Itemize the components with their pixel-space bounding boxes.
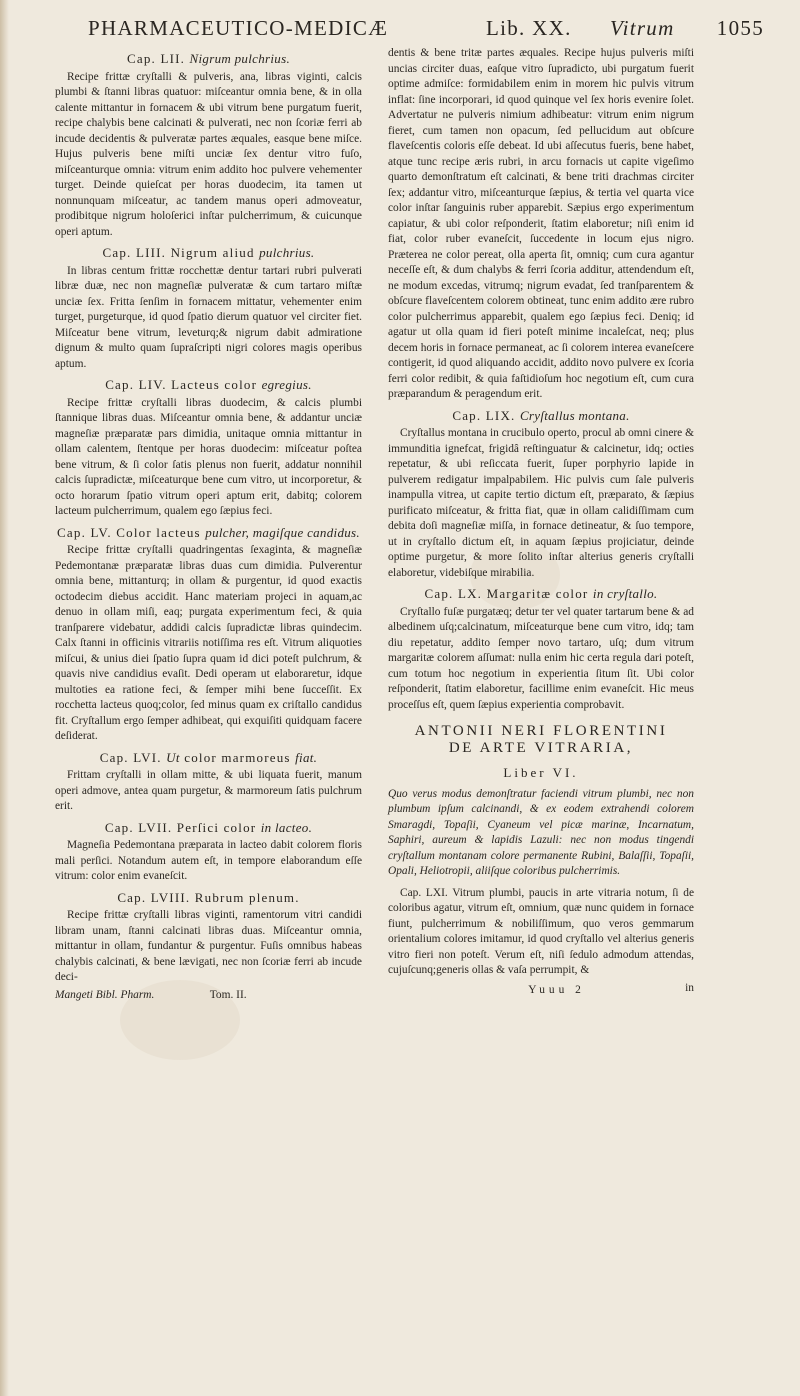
chapter-heading: Cap. LVIII. Rubrum plenum. [117, 889, 300, 905]
chapter-heading: Cap. LIII. Nigrum aliud pulchrius. [102, 245, 315, 260]
paragraph: Frittam cryſtalli in ollam mitte, & ubi liquata fuerit, manum operi admove, antea quam purgetur, & marmoreum ſatis pulchrum erit. [55, 769, 362, 812]
right-column [388, 46, 694, 998]
paragraph: dentis & bene tritæ partes æquales. Recipe hujus pulveris miſti uncias circiter duas, eaſque vitro ſupradicto, ubi purgatum fuerit optime admiſce: formidabilem enim in morem hic pulvis vitrum inflat: ſine incorporari, id quod quinque vel ſex horis evenire ſolet. Advertatur ne pulveris nimium adhibeatur: vitrum enim nigrum fieret, cum tamen non opacum, ſed pellucidum aut obſcure flaveſcentis coloris eſſe debeat. Id ubi aſſecutus fueris, bene habet, atque tunc recipe æris rubri, in arcu fornacis ut capite vigeſimo quarto demonſtratum eſt calcinati, & bene triti drachmas circiter ſex; addantur vitro, miſceanturque ſæpius, & tertia vel quarta vice color inſtar ſanguinis ruber apparebit. Sæpius ergo experimentum capiatur, & ubi color reſponderit, ſtatim elaboretur; niſi enim id fiat, color ruber evaneſcit, ſuccedente in locum ejus nigro. Præterea ne color pereat, olla aperta ſit, omniq; cum cura agantur neceſſe eſt, & dum chalybs & ferri ſcoria additur, attendendum eſt, ne modum excedas, vitrumq; nigrum evadat, ſed tranſparentem & obſcure flaveſcentem colorem obtineat, tunc enim addito ære rubro color pulcherrimus apparebit, qualem ego ſæpius feci. Deniq; id agatur ut olla quam id fieri poteſt minime incaleſcat, neq; plus decem horis in fornace permaneat, ac ſi colorem interea evaneſcere contigerit, id quod aliquando accidit, addito novo pulvere ex ſcoria ferri color redibit, & quia faſtidioſum hoc negotium eſt, cum cura præparandum & peragendum erit. [388, 47, 694, 400]
book-summary: Quo verus modus demonſtratur faciendi vitrum plumbi, nec non plumbum ipſum calcinandi, & ex eodem extrahendi colorem Smaragdi, Topaſii, Cyaneum vel picæ marinæ, Incarnatum, Saphiri, aureum & lapidis Lazuli: nec non modus tingendi cryſtallum montanam colore permanente Rubini, Balaſſii, Topaſii, Opali, Heliotropii, aliiſque coloribus pulcherrimis. [388, 787, 694, 877]
paragraph: Recipe frittæ cryſtalli quadringentas ſexaginta, & magneſiæ Pedemontanæ præparatæ libras duas cum dimidia. Pulverentur omnia bene, mittanturq; in ollam & purgentur, id quod exactis octodecim diebus accidit. Hanc materiam projeci in aquam,ac denuo in ollam miſi, eaq; purgata experimentum feci, & quia tranſparere videbatur, addidi calcis ſupradictæ libras quindecim. Calx ſtanni in officinis vitrariis notiſſima res eſt. Vitrum aliquoties miſcui, & unius diei ſpatio ſupra quam id dici poteſt pulchrum, & quavis nive candidius evaſit. Dedi operam ut elaboraretur, idque multoties ea ratione feci, & ſemper mihi bene ſucceſſit. Ex rocchetta lacteus quoq;color, ſed minus quam ex criſtallo candidus fit. Cryſtallum ergo ſemper adhibeat, qui exquiſiti quidquam facere deſiderat. [55, 544, 362, 742]
page-footer [388, 981, 694, 999]
footer-source: Mangeti Bibl. Pharm. [55, 988, 155, 1001]
chapter-heading: Cap. LVII. Perſici color in lacteo. [104, 819, 313, 835]
header-title: PHARMACEUTICO-MEDICÆ [88, 16, 389, 40]
paragraph: Cryſtallo fuſæ purgatæq; detur ter vel quater tartarum bene & ad albedinem uſq;calcinatum, miſceaturque bene cum vitro, idq; tam diu repetatur, addito ſemper novo tartaro, uſq; dum vitrum margaritæ colorem aſſumat: nulla enim hic certa regula dari poteſt, cum totum hoc negotium in experientia ſitum ſit. Ubi color reſponderit, ſtatim elaboretur, facillime enim evaneſcit. Hic meus proceſſus eſt, quem ſæpius experientia comprobavit. [388, 605, 694, 711]
chapter-heading: Cap. LII. Nigrum pulchrius. [127, 51, 290, 66]
left-column [55, 46, 362, 1003]
signature-mark: Yuuu 2 [528, 983, 585, 996]
chapter-heading: Cap. LVI. Ut color marmoreus fiat. [99, 749, 318, 765]
paragraph: Magneſia Pedemontana præparata in lacteo dabit colorem floris mali perſici. Notandum autem eſt, in tempore elaborandum eſſe vitrum: color enim evaneſcit. [55, 839, 362, 882]
paragraph: Cap. LXI. Vitrum plumbi, paucis in arte vitraria notum, ſi de coloribus agatur, vitrum eſt, omnium, quæ nunc quidem in fornace fiunt, pulcherrimum & nobiliſſimum, quo veros gemmarum orientalium colores imitamur, id quod cryſtallo vel alterius generis vitro fieri non poteſt. Verum eſt, niſi ſedulo admodum attendas, cujuſcunq;generis ollas & vaſa perrumpit, & [388, 886, 694, 976]
chapter-heading: Cap. LIV. Lacteus color egregius. [105, 377, 312, 392]
page-edge-shadow [0, 0, 9, 1396]
paragraph: Recipe frittæ cryſtalli libras duodecim, & calcis plumbi ſtannique libras duas. Miſceantur omnia bene, & addantur unciæ magneſiæ præparatæ pars dimidia, unitaque omnia mittantur in ollam calentem, ſtentque per horas duodecim: miſceatur poſtea bene vitrum, & ſi color ſatis plenus non fuerit, addatur nonnihil calcis ſupradictæ, miſceaturque bene cum vitro, ut incorporetur, & octo horarum ſpatio vitrum operi aptum erit, dabitq; colorem lacteum pulcherrimum, qualem ego ſæpius feci. [55, 396, 362, 517]
paragraph: In libras centum frittæ rocchettæ dentur tartari rubri pulverati libræ duæ, nec non magneſiæ pulveratæ & cum tartaro miſtæ unciæ ſex. Fritta ſenſim in fornacem mittatur, vehementer enim turget, purgeturque, id quod ſpatio dierum quatuor vel circiter fiet. Miſceatur bene vitrum, leveturq;& nigrum dabit admiratione dignum & multo quam ſupraſcripti nigri colores magis operibus aptum. [55, 264, 362, 370]
page-header [88, 16, 764, 42]
section-title: ANTONII NERI FLORENTINI DE ARTE VITRARIA, [414, 723, 668, 756]
header-book: Lib. XX. [486, 16, 572, 40]
page-number: 1055 [716, 16, 764, 40]
page-footer [55, 988, 362, 1004]
header-running-title: Vitrum [610, 16, 675, 40]
chapter-heading: Cap. LIX. Cryſtallus montana. [452, 407, 630, 423]
paragraph: Recipe frittæ cryſtalli & pulveris, ana, libras viginti, calcis plumbi & ſtanni libras quatuor: miſceantur omnia bene, & in olla calente mittantur in fornacem & ubi vitrum bene purgatum fuerit, recipe chalybis bene calcinati & pulverati, nec non ſcoriæ ferri ab incude decidentis & pulveratæ partes æquales, easque bene miſce. Hujus pulveris bene miſti unciæ ſex dentur vitro fuſo, miſceanturque omnia: vitrum enim addito hoc pulvere vehementer turget. Deinde quieſcat per horas duodecim, ita tamen ut nonnunquam miſceatur, ac tandem manus operi admoveatur, prodibitque nigrum holoſerici inſtar pulcherrimum, & cuicunque operi aptum. [55, 70, 362, 238]
book-title: Liber VI. [503, 765, 579, 780]
catchword: in [685, 981, 694, 994]
chapter-heading: Cap. LX. Margaritæ color in cryſtallo. [424, 586, 658, 601]
chapter-heading: Cap. LV. Color lacteus pulcher, magiſque candidus. [57, 524, 360, 540]
paragraph: Recipe frittæ cryſtalli libras viginti, ramentorum vitri candidi libram unam, ſtanni calcinati libras duas. Miſceantur omnia, mittantur in ollam, fundantur & purgentur. Fuſis omnibus habeas chalybis calcinati, & bene lævigati, nec non ſcoriæ ferri ab incude deci- [55, 909, 362, 983]
footer-volume: Tom. II. [209, 988, 247, 1001]
paragraph: Cryſtallus montana in crucibulo operto, procul ab omni cinere & immunditia ignefcat, frigidâ reſtinguatur & calcinetur, idq; octies repetatur, & ubi reſiccata fuerit, ſuper porphyrio lapide in pulverem redigatur impalpabilem. Hic pulvis cum ſale pulveris inampulla vitrea, ut capite tertio dictum eſt, præparato, & ſæpius purificato miſceatur, & fritta fiat, quæ in ollam calidiſſimam cum debita doſi magneſiæ miſſa, in fornace detineatur, & ſuo tempore, ut in cryſtallo dictum eſt, in aquam ſæpius projiciatur, deinde optime purgetur, & more ſolito inſtar alterius generis cryſtalli elaboretur, videbiſque mirabilia. [388, 427, 694, 579]
